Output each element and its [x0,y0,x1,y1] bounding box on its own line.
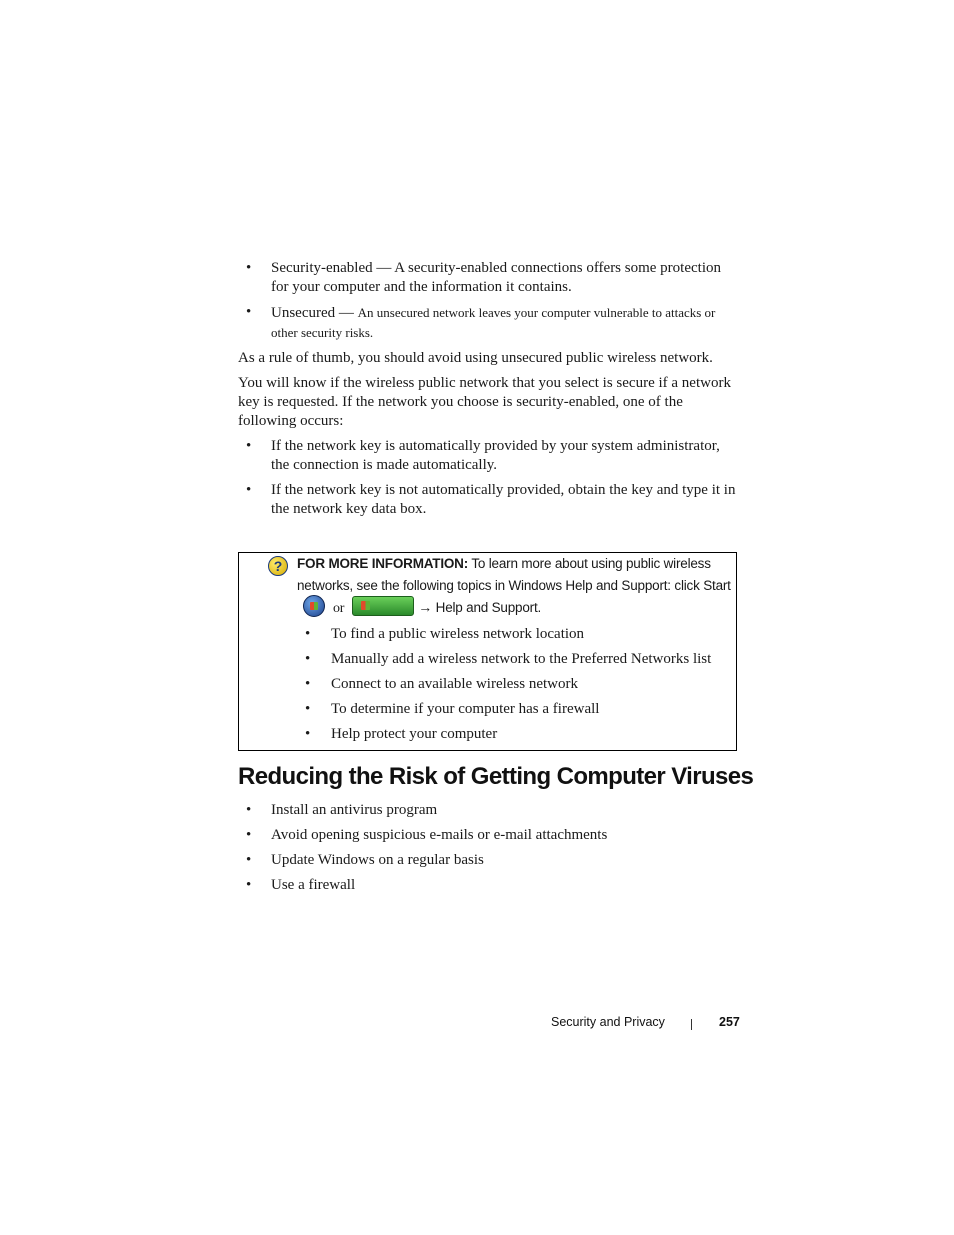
tip-text: Use a firewall [271,877,356,893]
page-footer [551,1015,741,1029]
paragraph: As a rule of thumb, you should avoid using unsecured public wireless network. [238,350,713,366]
paragraph: You will know if the wireless public network that you select is secure if a network key is requested. If the network you choose is security-enabled, one of the following occurs: [238,375,731,429]
topic-text: Manually add a wireless network to the Preferred Networks list [331,651,712,667]
help-support-label: Help and Support. [435,600,542,615]
topic-text: Help protect your computer [331,726,498,742]
arrow-glyph: → [418,601,433,616]
or-label: or [333,601,345,616]
tip-text: Install an antivirus program [271,802,438,818]
bullet-text: Unsecured — [271,305,358,321]
note-text [297,553,733,620]
section-heading: Reducing the Risk of Getting Computer Viruses [238,763,754,790]
list-item: • Help protect your computer [305,726,498,742]
virus-tips-list [238,801,740,901]
list-item: • Connect to an available wireless network [305,676,579,692]
topic-text: To determine if your computer has a firewall [331,701,600,717]
network-key-list [238,437,740,519]
bullet-text: If the network key is automatically provided by your system administrator, the connection is made automatically. [271,438,720,473]
list-item: • If the network key is automatically provided by your system administrator, the connection is made automatically. [246,438,720,473]
list-item: • To determine if your computer has a firewall [305,701,600,717]
list-item: • Use a firewall [246,877,356,893]
list-item: • Install an antivirus program [246,802,438,818]
topic-text: To find a public wireless network location [331,626,585,642]
note-label: FOR MORE INFORMATION: [297,556,469,571]
topic-text: Connect to an available wireless network [331,676,579,692]
windows-start-button-icon [352,596,414,616]
security-type-list [238,259,740,343]
bullet-text: If the network key is not automatically provided, obtain the key and type it in the network key data box. [271,482,736,517]
list-item: • To find a public wireless network location [305,626,585,642]
page-number: 257 [719,1015,740,1029]
list-item: • Unsecured — An unsecured network leaves your computer vulnerable to attacks or other security risks. [246,304,716,340]
note-body: To learn more about using public wireless networks, see the following topics in Windows Help and Support: click [297,556,711,593]
help-topics-list [305,625,725,750]
list-item: • Manually add a wireless network to the Preferred Networks list [305,651,712,667]
start-label: Start [703,578,731,593]
list-item: • If the network key is not automatically provided, obtain the key and type it in the network key data box. [246,482,736,517]
tip-text: Update Windows on a regular basis [271,852,484,868]
help-question-icon: ? [268,556,288,576]
info-note-box [238,552,737,751]
list-item: • Security-enabled — A security-enabled connections offers some protection for your computer and the information it contains. [246,260,721,295]
footer-section-name: Security and Privacy [551,1015,665,1029]
list-item: • Avoid opening suspicious e-mails or e-mail attachments [246,827,608,843]
body-text [238,259,740,525]
list-item: • Update Windows on a regular basis [246,852,484,868]
bullet-text-small: An unsecured network leaves your computer vulnerable to attacks or other security risks. [271,305,716,340]
windows-start-orb-icon [303,595,325,617]
tip-text: Avoid opening suspicious e-mails or e-mail attachments [271,827,608,843]
footer-divider [691,1019,692,1030]
bullet-text: Security-enabled — A security-enabled connections offers some protection for your computer and the information it contains. [271,260,721,295]
